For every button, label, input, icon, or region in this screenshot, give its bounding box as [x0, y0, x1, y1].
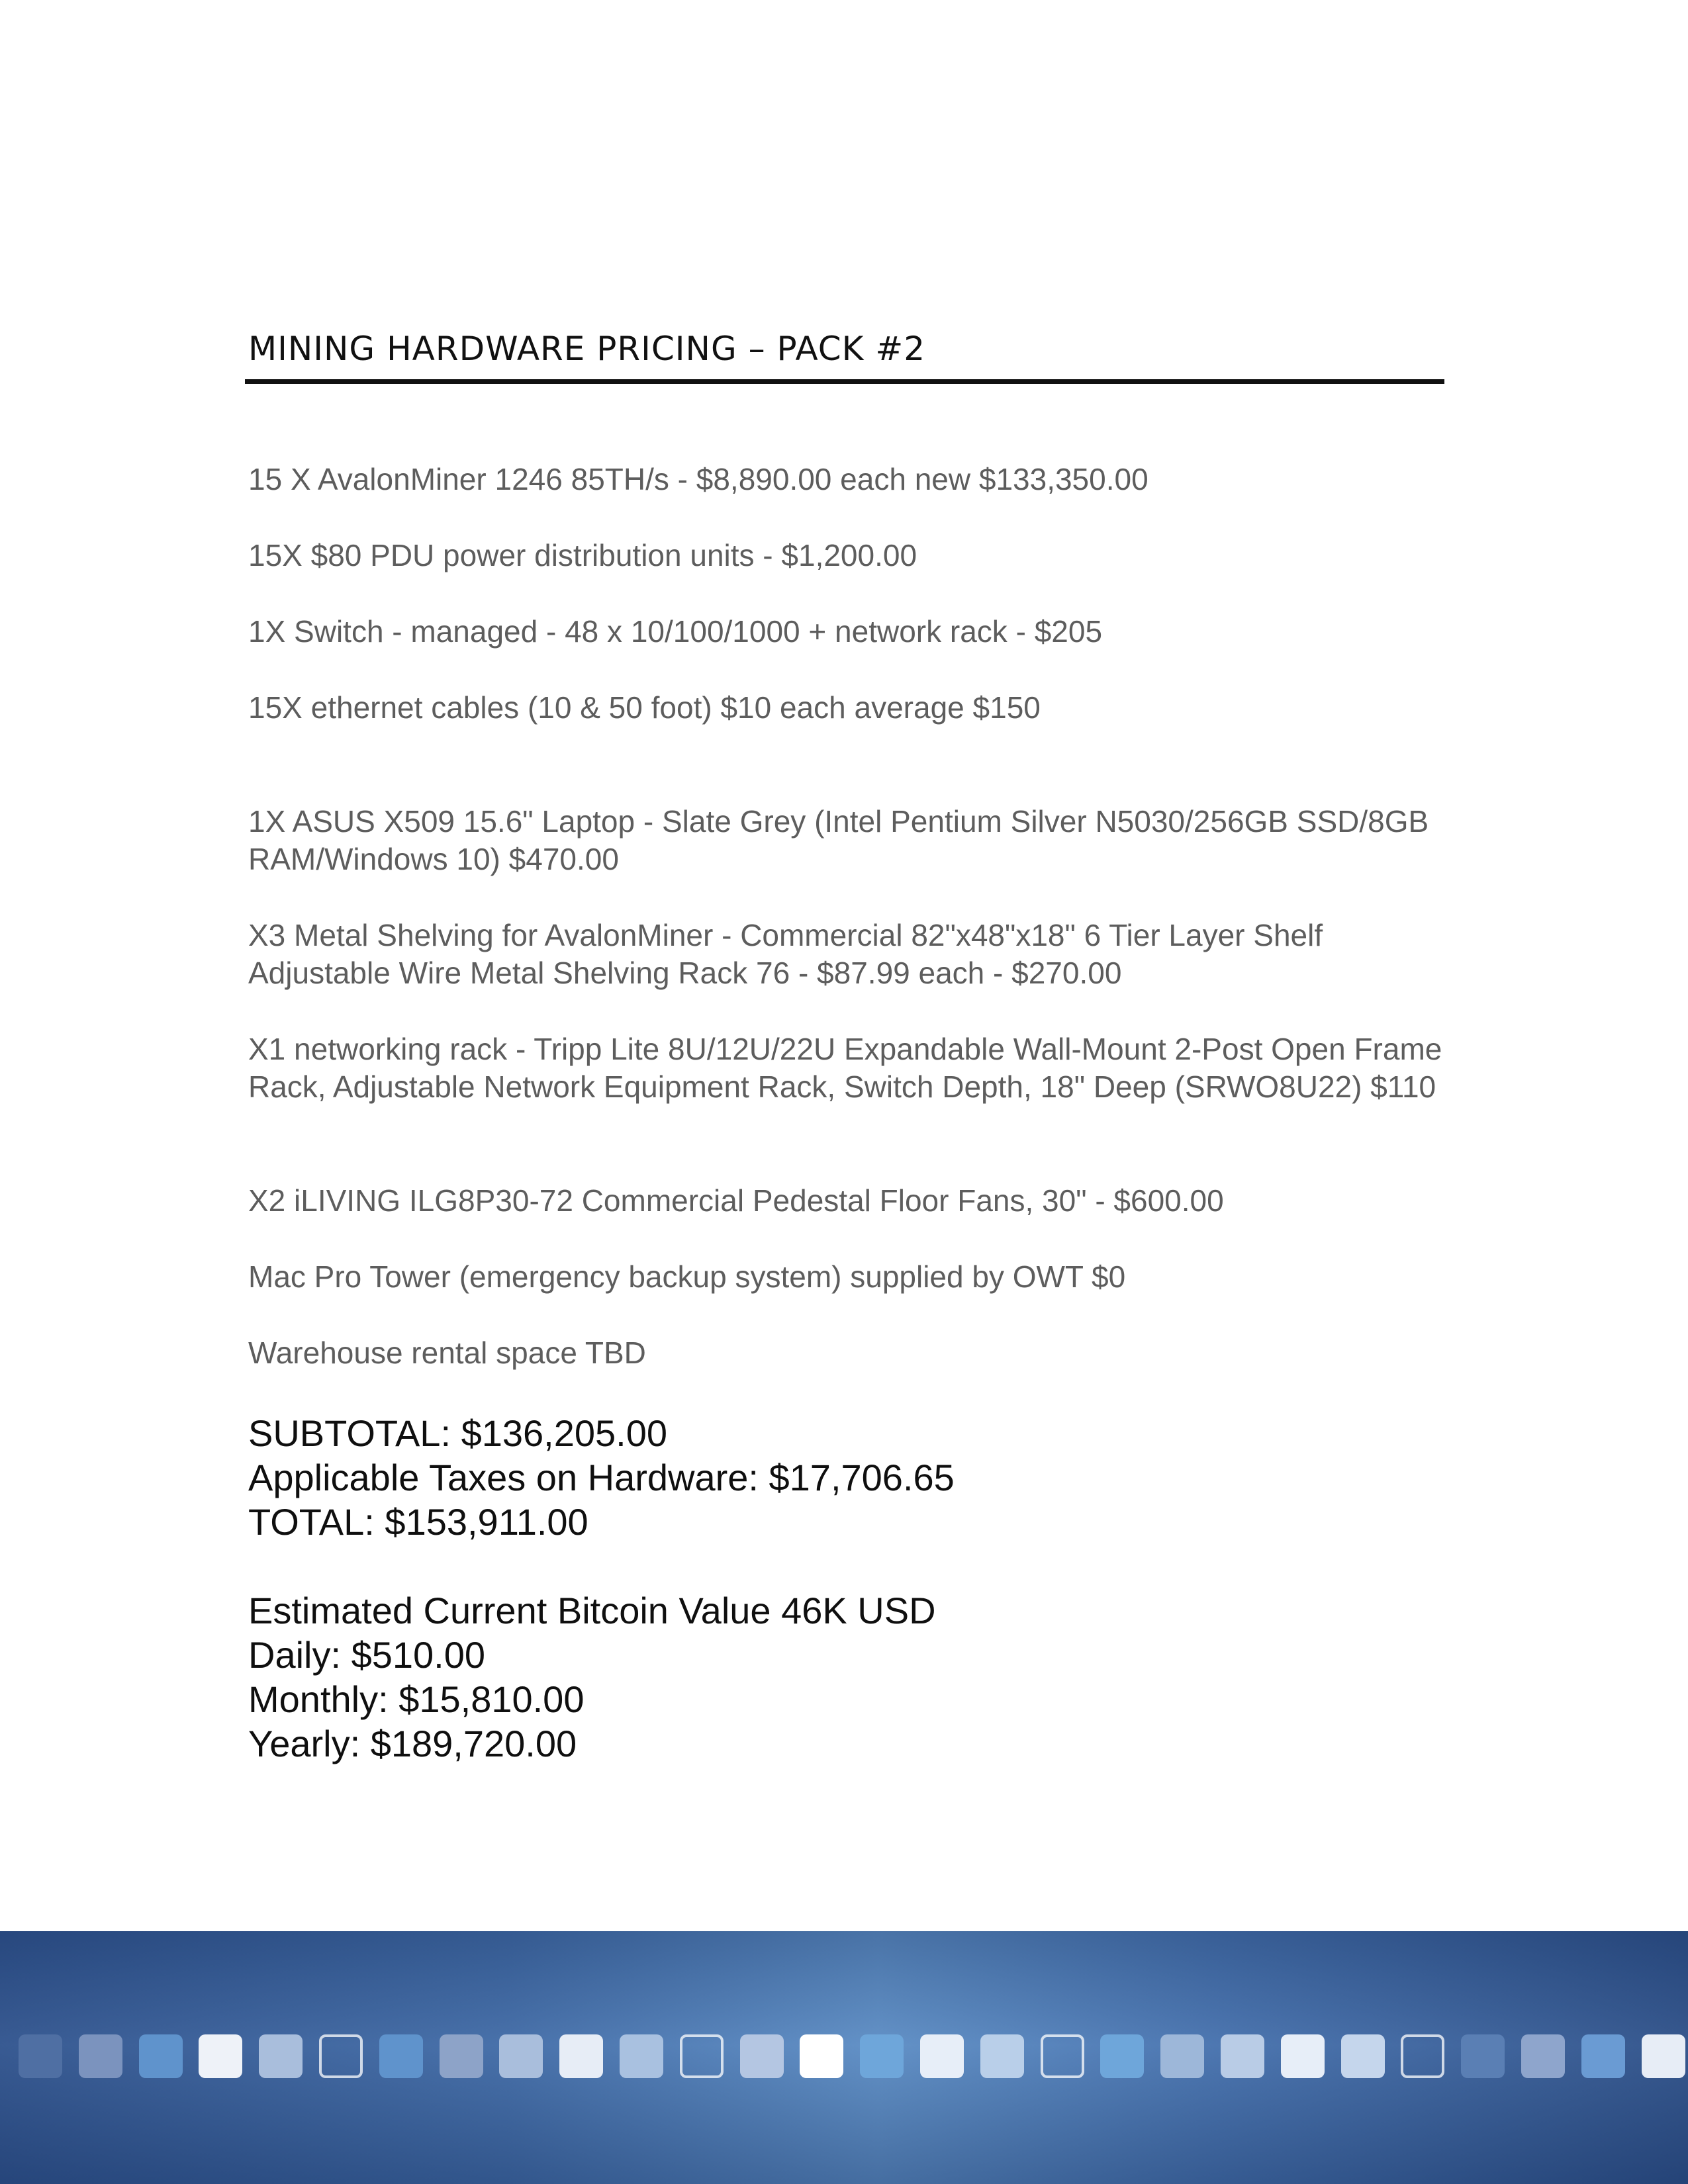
footer-tile [199, 2034, 242, 2078]
earnings-block [248, 1588, 1446, 1766]
footer-tile [1581, 2034, 1625, 2078]
footer-tile [680, 2034, 724, 2078]
subtotal-line: SUBTOTAL: $136,205.00 [248, 1412, 667, 1454]
footer-tile [440, 2034, 483, 2078]
footer-tile [860, 2034, 904, 2078]
footer-tile [800, 2034, 843, 2078]
line-item-mac-pro: Mac Pro Tower (emergency backup system) supplied by OWT $0 [248, 1259, 1126, 1294]
line-item-laptop: 1X ASUS X509 15.6" Laptop - Slate Grey (Intel Pentium Silver N5030/256GB SSD/8GB RAM/Windows 10) $470.00 [248, 804, 1429, 876]
heading-rule [245, 379, 1444, 384]
daily-earnings-line: Daily: $510.00 [248, 1634, 486, 1676]
line-item-floor-fans: X2 iLIVING ILG8P30-72 Commercial Pedestal Floor Fans, 30" - $600.00 [248, 1183, 1224, 1218]
footer-tile [1100, 2034, 1144, 2078]
footer-tile [139, 2034, 183, 2078]
footer-tile [79, 2034, 122, 2078]
footer-tile [1281, 2034, 1325, 2078]
footer-tile [19, 2034, 62, 2078]
line-item-warehouse: Warehouse rental space TBD [248, 1336, 646, 1370]
monthly-earnings-line: Monthly: $15,810.00 [248, 1678, 585, 1720]
footer-tile [1221, 2034, 1264, 2078]
line-item-ethernet-cables: 15X ethernet cables (10 & 50 foot) $10 each average $150 [248, 690, 1041, 725]
footer-tile [620, 2034, 663, 2078]
footer-tile-strip [19, 2034, 1687, 2078]
footer-tile [920, 2034, 964, 2078]
totals-block [248, 1411, 1446, 1544]
footer-tile [740, 2034, 784, 2078]
footer-tile [1160, 2034, 1204, 2078]
line-item-pdu: 15X $80 PDU power distribution units - $1,200.00 [248, 538, 917, 572]
line-item-networking-rack: X1 networking rack - Tripp Lite 8U/12U/22U Expandable Wall-Mount 2-Post Open Frame Rack, Adjustable Network Equipment Rack, Switch Depth, 18" Deep (SRWO8U22) $110 [248, 1032, 1442, 1104]
taxes-line: Applicable Taxes on Hardware: $17,706.65 [248, 1457, 955, 1498]
line-item-metal-shelving: X3 Metal Shelving for AvalonMiner - Commercial 82"x48"x18" 6 Tier Layer Shelf Adjustable Wire Metal Shelving Rack 76 - $87.99 each - $270.00 [248, 918, 1323, 990]
bitcoin-value-line: Estimated Current Bitcoin Value 46K USD [248, 1590, 936, 1631]
line-item-avalonminer: 15 X AvalonMiner 1246 85TH/s - $8,890.00 each new $133,350.00 [248, 462, 1149, 496]
yearly-earnings-line: Yearly: $189,720.00 [248, 1723, 577, 1764]
footer-tile [980, 2034, 1024, 2078]
footer-tile [1401, 2034, 1444, 2078]
footer-tile [259, 2034, 303, 2078]
footer-tile [379, 2034, 423, 2078]
total-line: TOTAL: $153,911.00 [248, 1501, 588, 1543]
line-item-switch: 1X Switch - managed - 48 x 10/100/1000 + network rack - $205 [248, 614, 1103, 649]
footer-tile [1642, 2034, 1685, 2078]
footer-tile [1521, 2034, 1565, 2078]
footer-tile [559, 2034, 603, 2078]
footer-tile [319, 2034, 363, 2078]
footer-tile [1461, 2034, 1505, 2078]
footer-tile [1341, 2034, 1385, 2078]
footer-tile [1041, 2034, 1084, 2078]
page-heading: MINING HARDWARE PRICING – PACK #2 [248, 330, 926, 368]
footer-tile [499, 2034, 543, 2078]
